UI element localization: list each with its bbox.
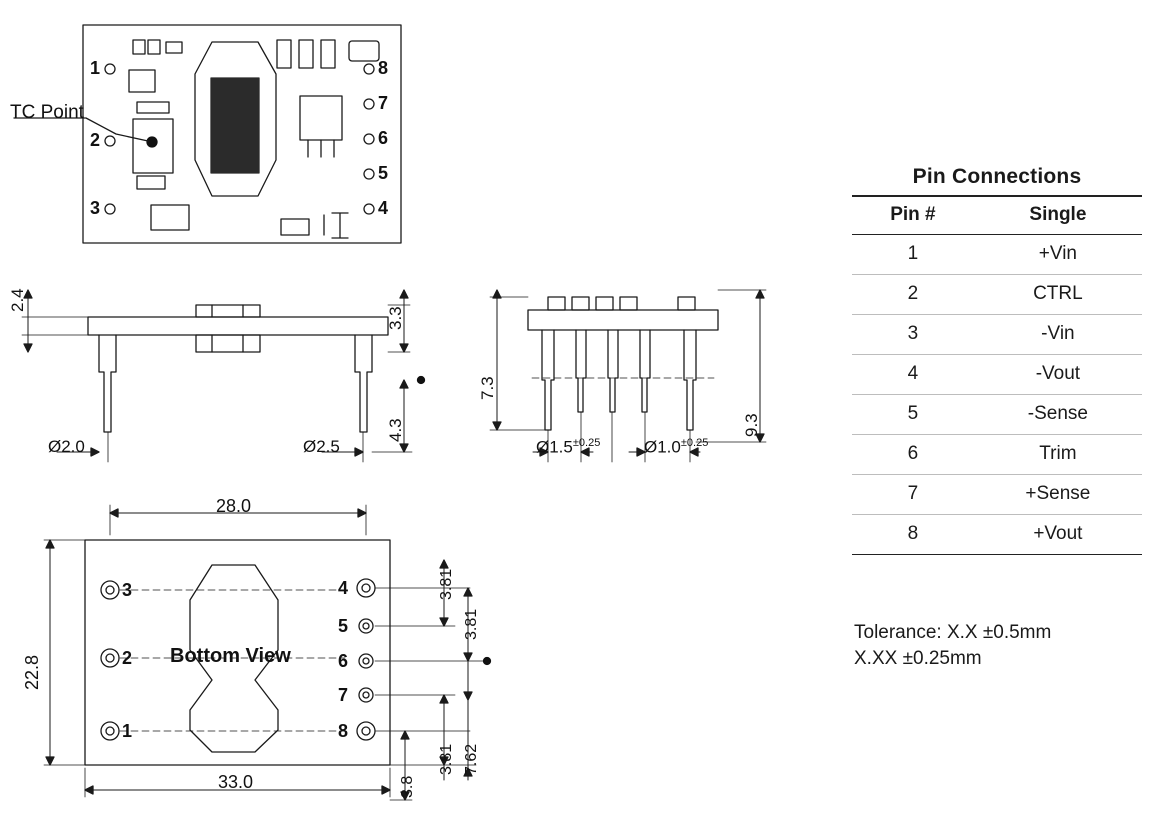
tolerance-line-2: X.XX ±0.25mm <box>854 648 982 669</box>
dim-3-81-b: 3.81 <box>463 608 480 640</box>
table-row <box>852 435 1142 475</box>
top-view-pin-6: 6 <box>378 128 389 148</box>
dim-pin-dia-1-5: $Ø1.5^{\pm 0.25}$ <box>536 437 601 457</box>
dim-3-8: 3.8 <box>399 775 416 798</box>
cell-single: -Vout <box>974 355 1142 395</box>
column-header-single: Single <box>974 196 1142 235</box>
bottom-view-pin-8: 8 <box>338 721 349 741</box>
tc-point-dot <box>147 137 157 147</box>
dim-2-4: 2.4 <box>8 288 27 312</box>
dim-28-0: 28.0 <box>216 496 252 516</box>
top-view-pin-5: 5 <box>378 163 389 183</box>
dim-3-81-a: 3.81 <box>438 568 455 600</box>
table-row <box>852 235 1142 275</box>
dim-22-8: 22.8 <box>22 654 42 690</box>
end-view-board <box>528 310 718 330</box>
top-view-pin-4: 4 <box>378 198 389 218</box>
cell-pin: 4 <box>852 355 974 395</box>
bottom-view-pin-6: 6 <box>338 651 349 671</box>
top-view-pin-7: 7 <box>378 93 389 113</box>
cell-pin: 6 <box>852 435 974 475</box>
side-view-board <box>88 317 388 335</box>
bottom-view-pin-4: 4 <box>338 578 349 598</box>
dim-7-62: 7.62 <box>463 743 480 775</box>
cell-single: +Vout <box>974 515 1142 555</box>
tolerance-line-1: Tolerance: X.X ±0.5mm <box>854 622 1052 643</box>
cell-pin: 3 <box>852 315 974 355</box>
dim-4-3: 4.3 <box>386 418 405 442</box>
table-row <box>852 275 1142 315</box>
tolerance-note <box>854 620 1149 672</box>
cell-single: +Sense <box>974 475 1142 515</box>
table-row <box>852 475 1142 515</box>
dim-hole-2-0: Ø2.0 <box>48 437 85 456</box>
bottom-view-pin-3: 3 <box>122 580 133 600</box>
cell-pin: 1 <box>852 235 974 275</box>
cell-pin: 2 <box>852 275 974 315</box>
bottom-view-label: Bottom View <box>170 645 291 667</box>
top-view-pin-8: 8 <box>378 58 389 78</box>
bottom-view-pin-2: 2 <box>122 648 133 668</box>
pin-connections-table <box>852 165 1142 555</box>
cell-single: +Vin <box>974 235 1142 275</box>
dim-pin-dia-1-0: $Ø1.0^{\pm 0.25}$ <box>644 437 709 457</box>
bottom-view-pin-5: 5 <box>338 616 349 636</box>
cell-pin: 8 <box>852 515 974 555</box>
cell-single: -Sense <box>974 395 1142 435</box>
bottom-view-pin-7: 7 <box>338 685 349 705</box>
table-row <box>852 355 1142 395</box>
dim-7-3: 7.3 <box>478 376 497 400</box>
top-view-pin-1: 1 <box>90 58 101 78</box>
cell-pin: 7 <box>852 475 974 515</box>
pin-table-title: Pin Connections <box>912 165 1082 188</box>
dim-9-3: 9.3 <box>742 413 761 437</box>
table-header-row <box>852 196 1142 235</box>
cell-single: -Vin <box>974 315 1142 355</box>
tc-point-label: TC Point <box>10 102 84 123</box>
bottom-view-pin-1: 1 <box>122 721 133 741</box>
pin-table-grid <box>852 195 1142 555</box>
top-view-pin-2: 2 <box>90 130 101 150</box>
cell-single: CTRL <box>974 275 1142 315</box>
cell-pin: 5 <box>852 395 974 435</box>
table-row <box>852 515 1142 555</box>
dim-3-81-c: 3.81 <box>438 743 455 775</box>
table-row <box>852 395 1142 435</box>
table-row <box>852 315 1142 355</box>
dim-hole-2-5: Ø2.5 <box>303 437 340 456</box>
cell-single: Trim <box>974 435 1142 475</box>
column-header-pin: Pin # <box>852 196 974 235</box>
top-view-pin-3: 3 <box>90 198 101 218</box>
dim-33-0: 33.0 <box>218 772 254 792</box>
dim-3-3: 3.3 <box>386 306 405 330</box>
